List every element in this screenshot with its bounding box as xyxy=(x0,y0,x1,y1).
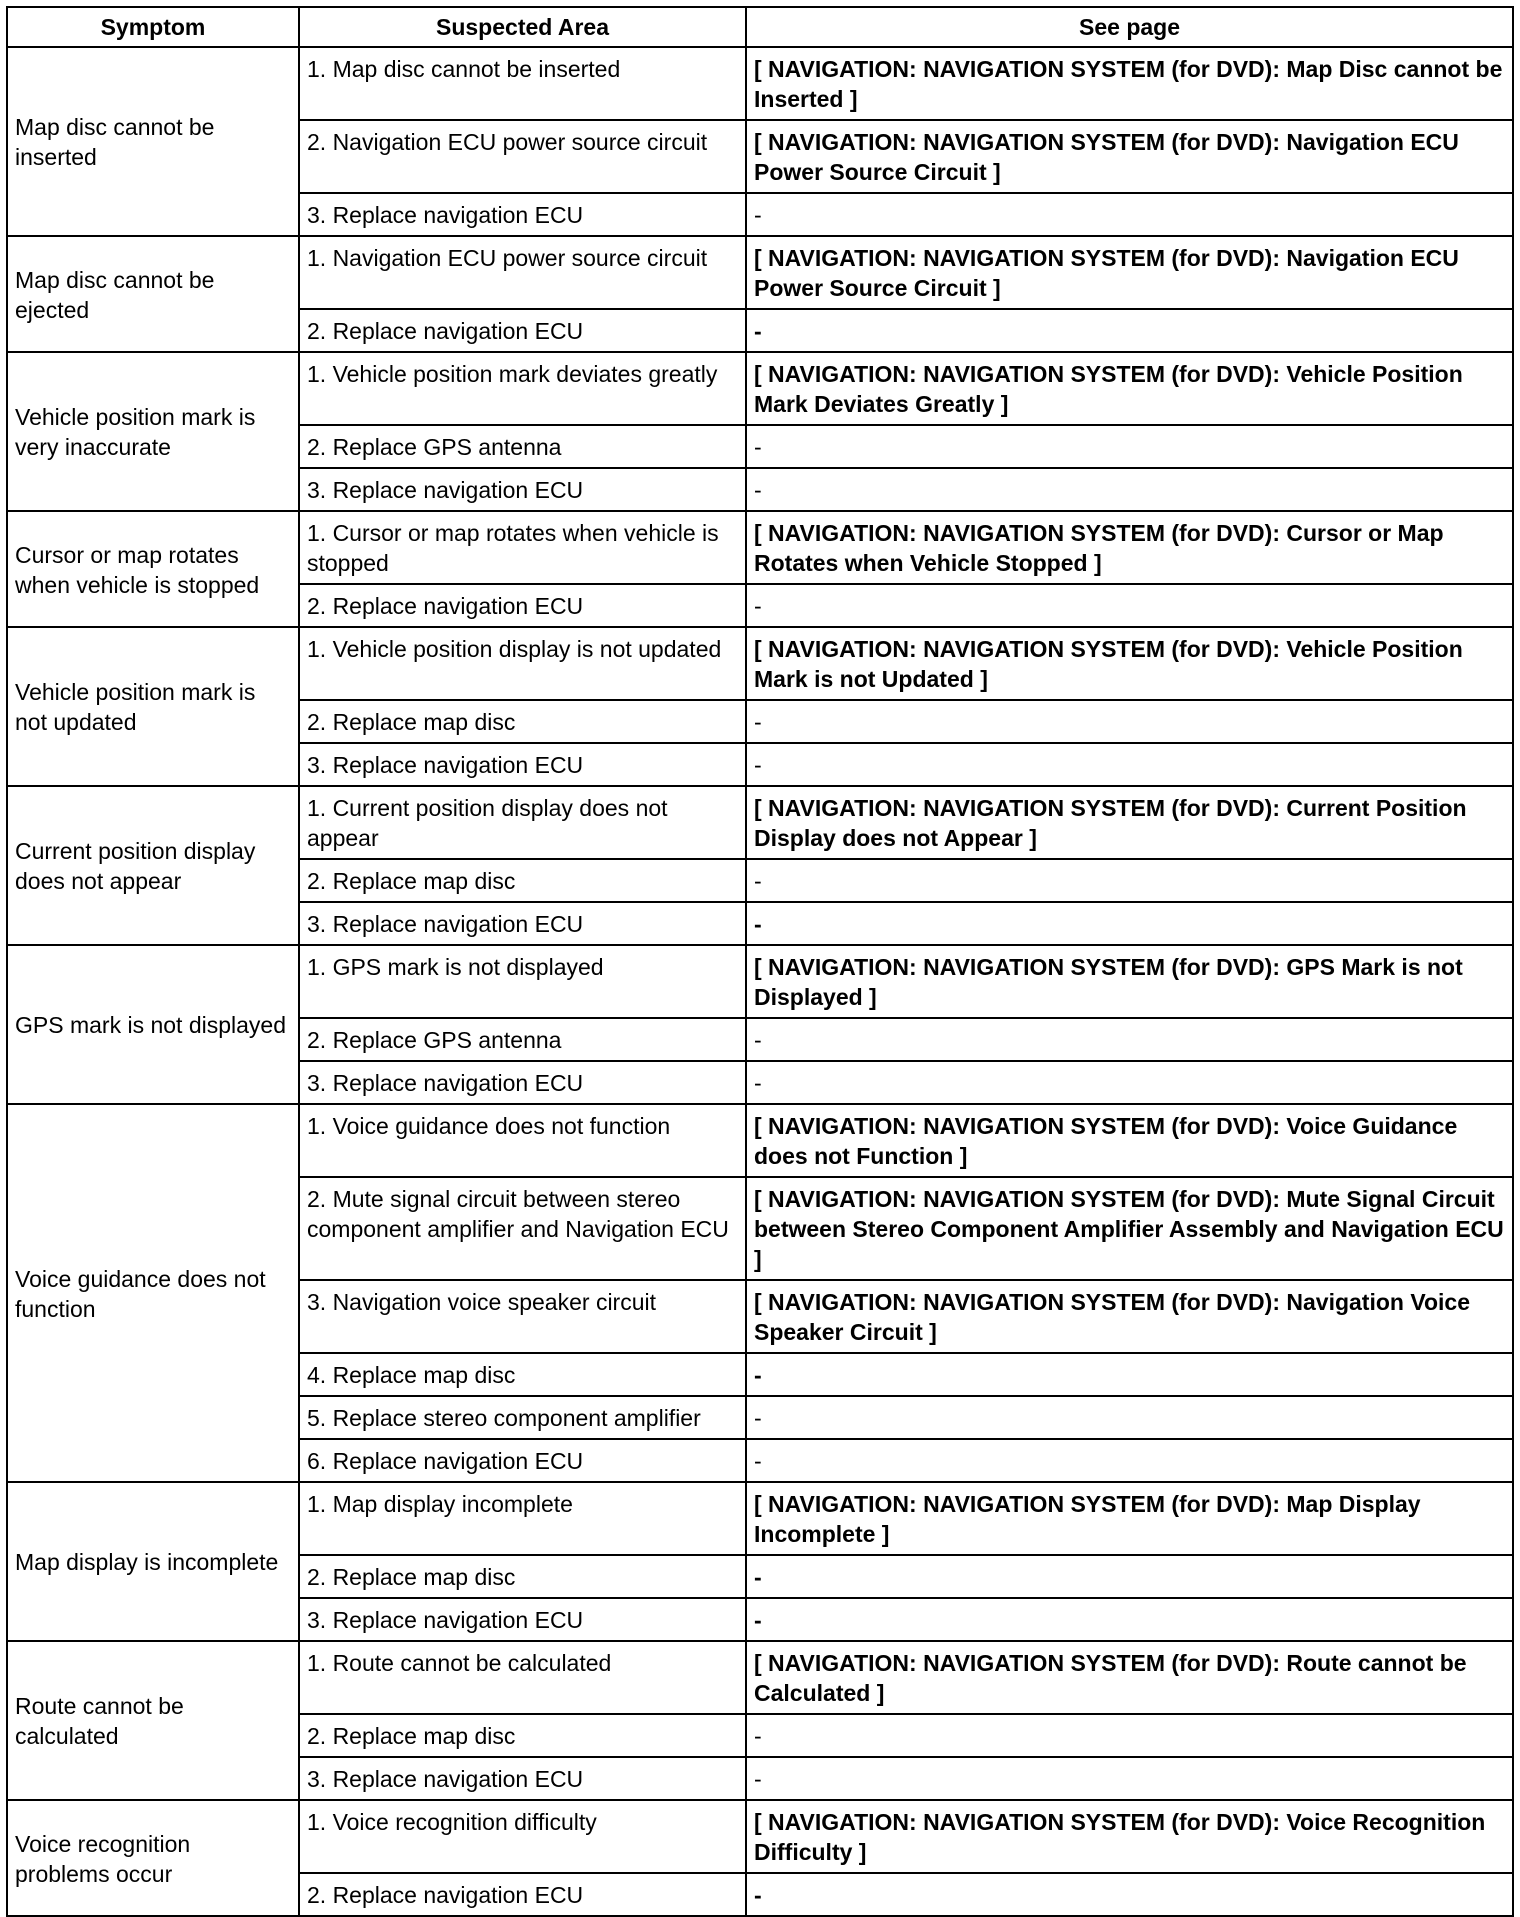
table-body xyxy=(7,47,1513,1916)
table-row xyxy=(7,511,1513,584)
symptom-cell: Map disc cannot be ejected xyxy=(7,236,299,352)
see-page-cell: - xyxy=(746,1757,1513,1800)
see-page-link[interactable]: [ NAVIGATION: NAVIGATION SYSTEM (for DVD): Navigation ECU Power Source Circuit ] xyxy=(746,120,1513,193)
suspected-area-cell: 2. Replace GPS antenna xyxy=(299,1018,746,1061)
suspected-area-cell: 2. Replace map disc xyxy=(299,859,746,902)
symptom-cell: Route cannot be calculated xyxy=(7,1641,299,1800)
see-page-link[interactable]: [ NAVIGATION: NAVIGATION SYSTEM (for DVD): Route cannot be Calculated ] xyxy=(746,1641,1513,1714)
suspected-area-cell: 3. Replace navigation ECU xyxy=(299,1598,746,1641)
suspected-area-cell: 1. Navigation ECU power source circuit xyxy=(299,236,746,309)
table-row xyxy=(7,236,1513,309)
see-page-link[interactable]: [ NAVIGATION: NAVIGATION SYSTEM (for DVD): Voice Guidance does not Function ] xyxy=(746,1104,1513,1177)
table-row xyxy=(7,1641,1513,1714)
suspected-area-cell: 6. Replace navigation ECU xyxy=(299,1439,746,1482)
suspected-area-cell: 2. Replace navigation ECU xyxy=(299,1873,746,1916)
suspected-area-cell: 3. Navigation voice speaker circuit xyxy=(299,1280,746,1353)
see-page-cell: - xyxy=(746,1714,1513,1757)
see-page-link[interactable]: [ NAVIGATION: NAVIGATION SYSTEM (for DVD): Cursor or Map Rotates when Vehicle Stopped ] xyxy=(746,511,1513,584)
symptom-cell: GPS mark is not displayed xyxy=(7,945,299,1104)
header-see-page: See page xyxy=(746,7,1513,47)
suspected-area-cell: 1. Vehicle position mark deviates greatly xyxy=(299,352,746,425)
suspected-area-cell: 2. Replace GPS antenna xyxy=(299,425,746,468)
see-page-cell: - xyxy=(746,743,1513,786)
suspected-area-cell: 1. GPS mark is not displayed xyxy=(299,945,746,1018)
see-page-cell: - xyxy=(746,1598,1513,1641)
symptom-cell: Map disc cannot be inserted xyxy=(7,47,299,236)
see-page-cell: - xyxy=(746,902,1513,945)
see-page-link[interactable]: [ NAVIGATION: NAVIGATION SYSTEM (for DVD): Voice Recognition Difficulty ] xyxy=(746,1800,1513,1873)
symptom-cell: Vehicle position mark is very inaccurate xyxy=(7,352,299,511)
see-page-link[interactable]: [ NAVIGATION: NAVIGATION SYSTEM (for DVD): Navigation Voice Speaker Circuit ] xyxy=(746,1280,1513,1353)
table-row xyxy=(7,1482,1513,1555)
header-row xyxy=(7,7,1513,47)
see-page-cell: - xyxy=(746,468,1513,511)
troubleshooting-table xyxy=(6,6,1514,1917)
table-row xyxy=(7,1104,1513,1177)
suspected-area-cell: 3. Replace navigation ECU xyxy=(299,1061,746,1104)
see-page-cell: - xyxy=(746,1396,1513,1439)
suspected-area-cell: 1. Cursor or map rotates when vehicle is stopped xyxy=(299,511,746,584)
see-page-cell: - xyxy=(746,1353,1513,1396)
see-page-link[interactable]: [ NAVIGATION: NAVIGATION SYSTEM (for DVD): Map Disc cannot be Inserted ] xyxy=(746,47,1513,120)
suspected-area-cell: 2. Replace map disc xyxy=(299,1555,746,1598)
suspected-area-cell: 4. Replace map disc xyxy=(299,1353,746,1396)
see-page-link[interactable]: [ NAVIGATION: NAVIGATION SYSTEM (for DVD): Navigation ECU Power Source Circuit ] xyxy=(746,236,1513,309)
suspected-area-cell: 2. Replace navigation ECU xyxy=(299,584,746,627)
suspected-area-cell: 2. Navigation ECU power source circuit xyxy=(299,120,746,193)
table-row xyxy=(7,1800,1513,1873)
suspected-area-cell: 3. Replace navigation ECU xyxy=(299,468,746,511)
see-page-link[interactable]: [ NAVIGATION: NAVIGATION SYSTEM (for DVD): Vehicle Position Mark Deviates Greatly ] xyxy=(746,352,1513,425)
symptom-cell: Voice guidance does not function xyxy=(7,1104,299,1482)
suspected-area-cell: 3. Replace navigation ECU xyxy=(299,902,746,945)
see-page-cell: - xyxy=(746,1555,1513,1598)
suspected-area-cell: 2. Replace map disc xyxy=(299,1714,746,1757)
suspected-area-cell: 3. Replace navigation ECU xyxy=(299,1757,746,1800)
symptom-cell: Cursor or map rotates when vehicle is stopped xyxy=(7,511,299,627)
see-page-cell: - xyxy=(746,1873,1513,1916)
see-page-cell: - xyxy=(746,193,1513,236)
see-page-cell: - xyxy=(746,1439,1513,1482)
suspected-area-cell: 2. Replace map disc xyxy=(299,700,746,743)
suspected-area-cell: 3. Replace navigation ECU xyxy=(299,193,746,236)
suspected-area-cell: 2. Mute signal circuit between stereo component amplifier and Navigation ECU xyxy=(299,1177,746,1280)
suspected-area-cell: 5. Replace stereo component amplifier xyxy=(299,1396,746,1439)
suspected-area-cell: 3. Replace navigation ECU xyxy=(299,743,746,786)
table-row xyxy=(7,786,1513,859)
header-suspected-area: Suspected Area xyxy=(299,7,746,47)
suspected-area-cell: 1. Current position display does not appear xyxy=(299,786,746,859)
see-page-cell: - xyxy=(746,309,1513,352)
suspected-area-cell: 1. Vehicle position display is not updated xyxy=(299,627,746,700)
symptom-cell: Vehicle position mark is not updated xyxy=(7,627,299,786)
see-page-link[interactable]: [ NAVIGATION: NAVIGATION SYSTEM (for DVD): Vehicle Position Mark is not Updated ] xyxy=(746,627,1513,700)
see-page-link[interactable]: [ NAVIGATION: NAVIGATION SYSTEM (for DVD): Current Position Display does not Appear ] xyxy=(746,786,1513,859)
see-page-cell: - xyxy=(746,1061,1513,1104)
table-row xyxy=(7,627,1513,700)
symptom-cell: Current position display does not appear xyxy=(7,786,299,945)
see-page-link[interactable]: [ NAVIGATION: NAVIGATION SYSTEM (for DVD): GPS Mark is not Displayed ] xyxy=(746,945,1513,1018)
table-row xyxy=(7,47,1513,120)
suspected-area-cell: 2. Replace navigation ECU xyxy=(299,309,746,352)
see-page-link[interactable]: [ NAVIGATION: NAVIGATION SYSTEM (for DVD): Map Display Incomplete ] xyxy=(746,1482,1513,1555)
symptom-cell: Map display is incomplete xyxy=(7,1482,299,1641)
see-page-cell: - xyxy=(746,1018,1513,1061)
see-page-cell: - xyxy=(746,425,1513,468)
see-page-link[interactable]: [ NAVIGATION: NAVIGATION SYSTEM (for DVD): Mute Signal Circuit between Stereo Component Amplifier Assembly and Navigation ECU ] xyxy=(746,1177,1513,1280)
suspected-area-cell: 1. Route cannot be calculated xyxy=(299,1641,746,1714)
suspected-area-cell: 1. Map display incomplete xyxy=(299,1482,746,1555)
table-row xyxy=(7,945,1513,1018)
suspected-area-cell: 1. Map disc cannot be inserted xyxy=(299,47,746,120)
suspected-area-cell: 1. Voice recognition difficulty xyxy=(299,1800,746,1873)
see-page-cell: - xyxy=(746,584,1513,627)
suspected-area-cell: 1. Voice guidance does not function xyxy=(299,1104,746,1177)
see-page-cell: - xyxy=(746,700,1513,743)
table-row xyxy=(7,352,1513,425)
see-page-cell: - xyxy=(746,859,1513,902)
header-symptom: Symptom xyxy=(7,7,299,47)
symptom-cell: Voice recognition problems occur xyxy=(7,1800,299,1916)
